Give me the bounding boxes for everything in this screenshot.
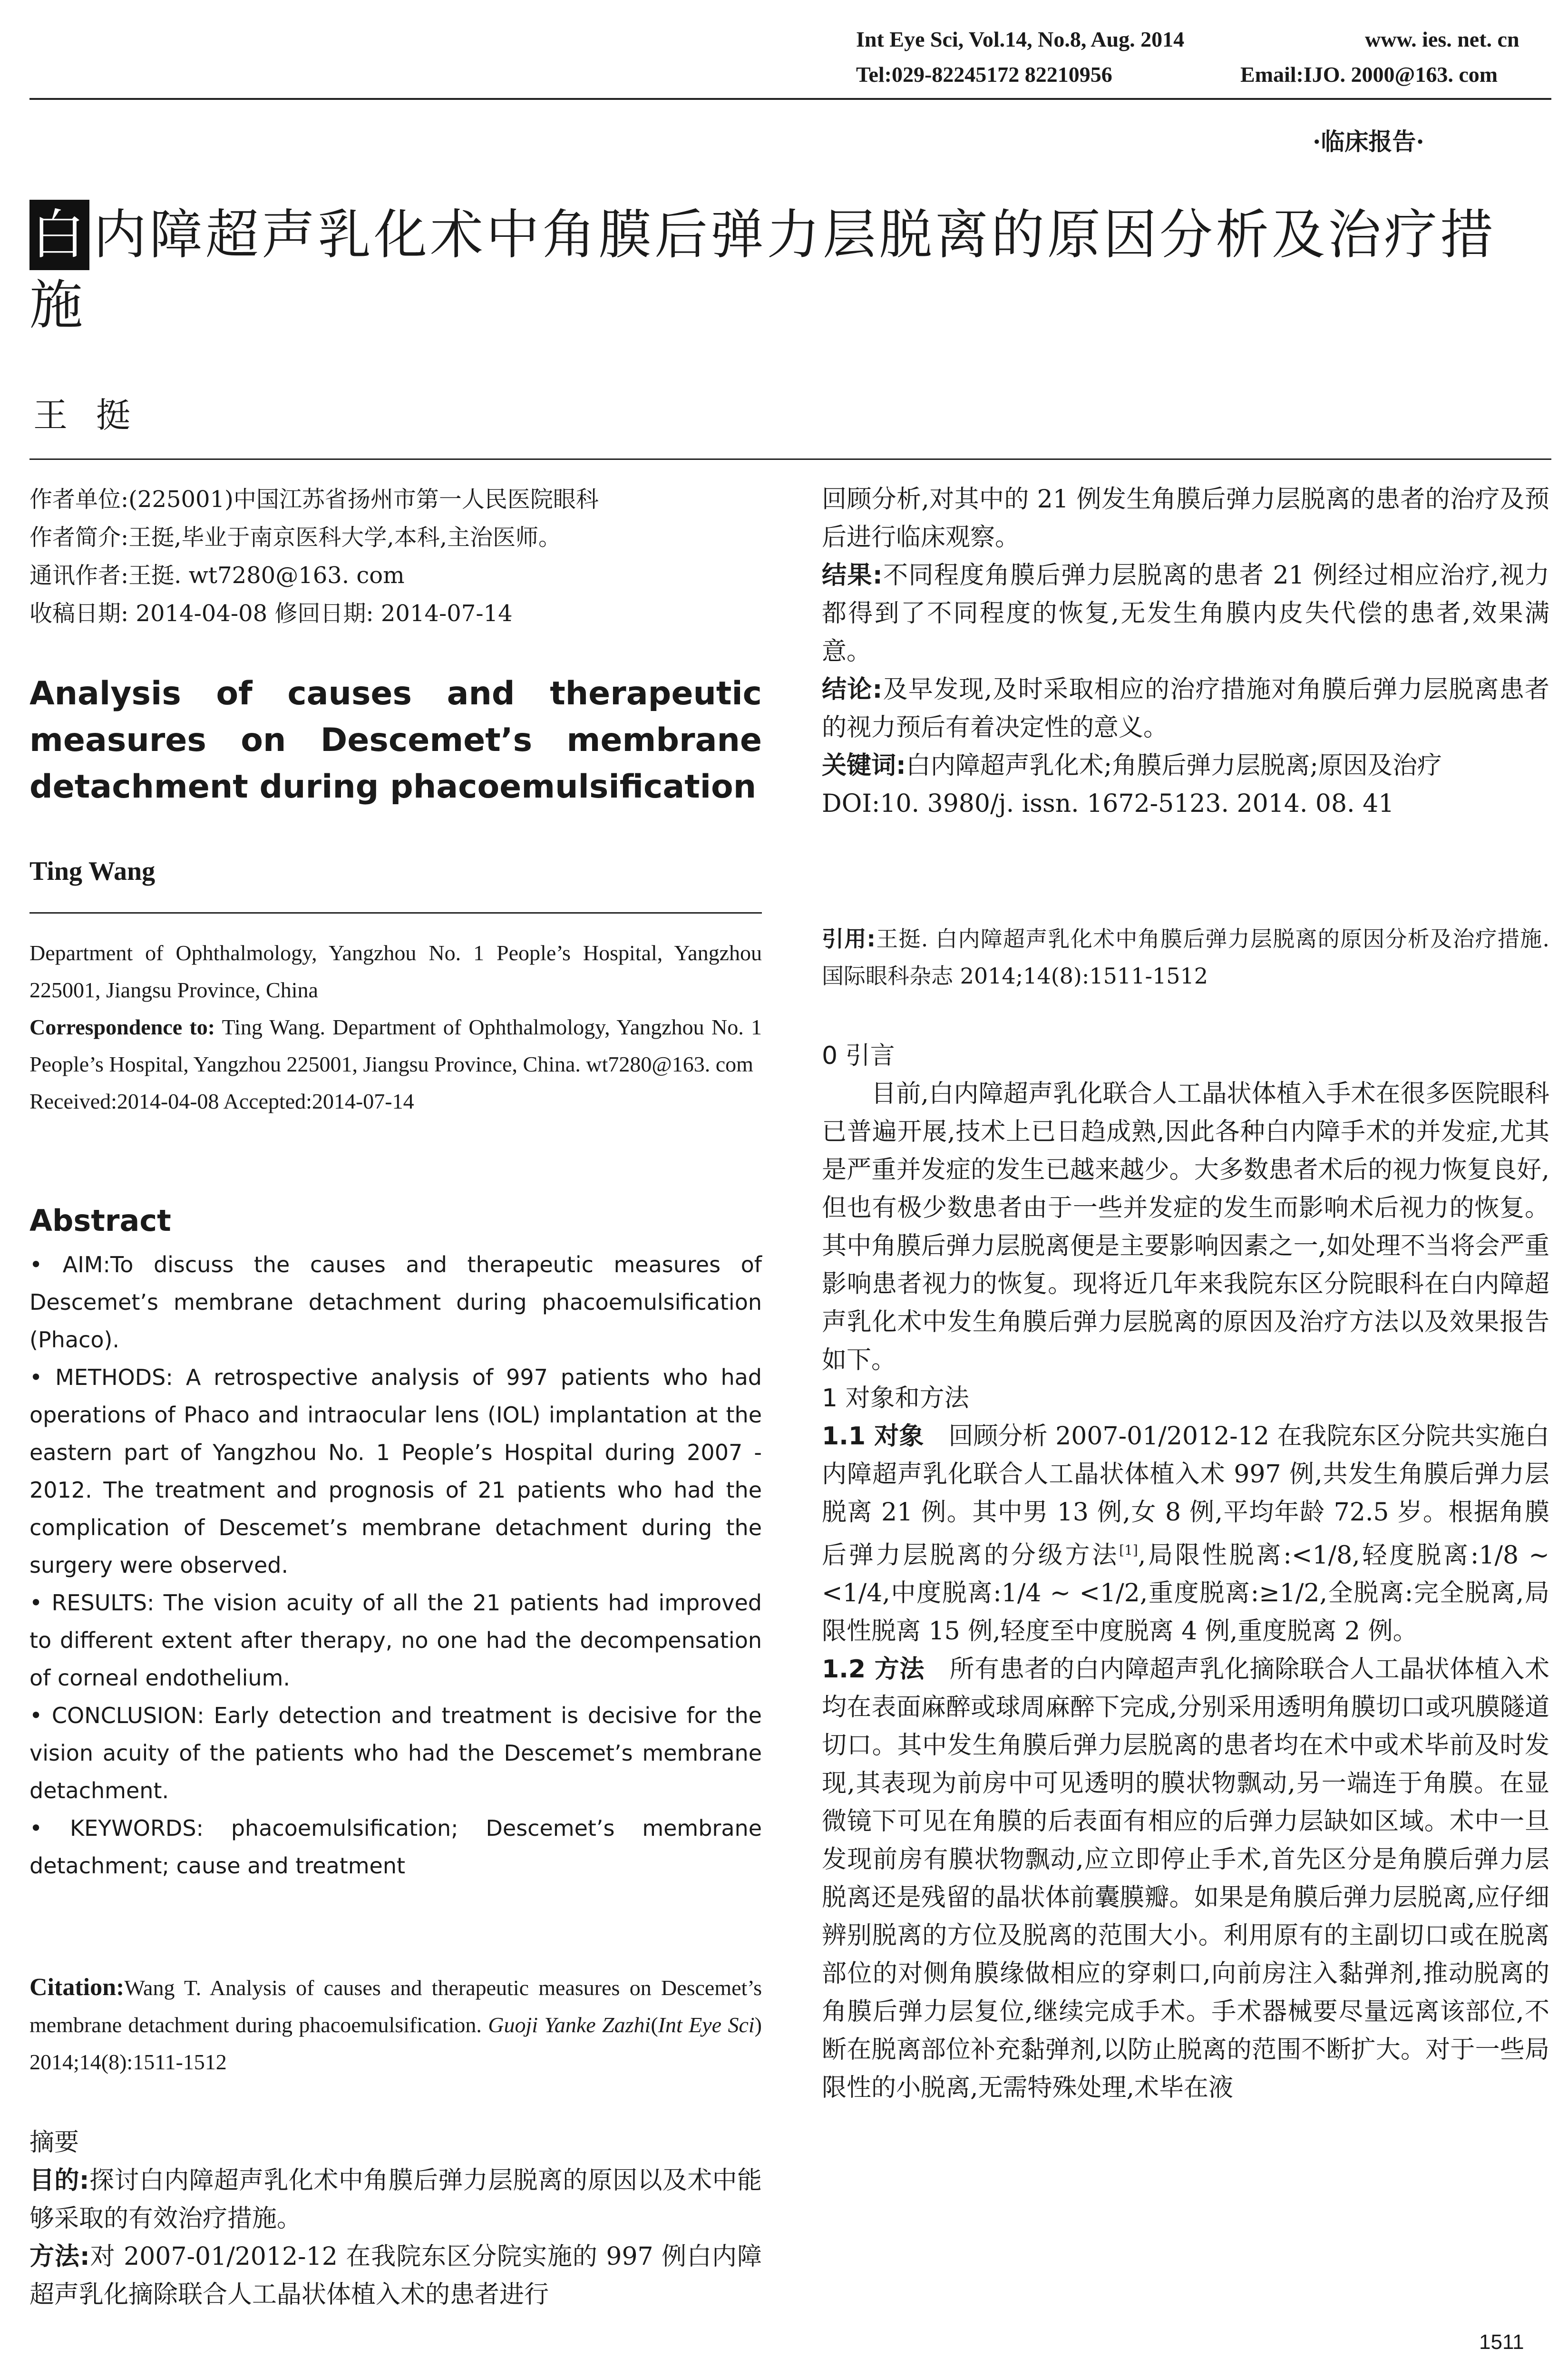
citation-zh-label: 引用:	[822, 926, 876, 952]
title-first-char: 白	[29, 200, 89, 270]
abstract-heading: Abstract	[29, 1203, 171, 1238]
author-zh: 王挺	[33, 395, 159, 435]
citation-text-b: 2014;14(8):1511-1512	[29, 2050, 227, 2074]
citation-journal: Guoji Yanke Zazhi	[488, 2013, 651, 2037]
aim-zh: 探讨白内障超声乳化术中角膜后弹力层脱离的原因以及术中能够采取的有效治疗措施。	[29, 2166, 762, 2233]
abstract-methods: • METHODS: A retrospective analysis of 997 patients who had operations of Phaco and intraocular lens (IOL) implantation at the eastern part of Yangzhou No. 1 People’s Hospital during 2007 - 2012. The treatment and prognosis of 21 patients who had the complication of Descemet’s membrane detachment during the surgery were observed.	[29, 1364, 762, 1578]
correspondence-text: Ting Wang. Department of Ophthalmology, Yangzhou No. 1 People’s Hospital, Yangzhou 225001, Jiangsu Province, China. wt7280@163. com	[29, 1015, 762, 1076]
conclusion-zh: 及早发现,及时采取相应的治疗措施对角膜后弹力层脱离患者的视力预后有着决定性的意义。	[822, 675, 1550, 742]
doi: DOI:10. 3980/j. issn. 1672-5123. 2014. 08. 41	[822, 789, 1394, 818]
reference-mark: [1]	[1119, 1542, 1138, 1558]
keywords-zh-label: 关键词:	[822, 751, 906, 780]
journal-website: www. ies. net. cn	[1365, 27, 1519, 51]
section12-label: 1.2 方法	[822, 1655, 925, 1684]
journal-email: Email:IJO. 2000@163. com	[1240, 62, 1498, 87]
methods-zh-a: 对 2007-01/2012-12 在我院东区分院实施的 997 例白内障超声乳化摘除联合人工晶状体植入术的患者进行	[29, 2242, 762, 2309]
citation-zh-text: 王挺. 白内障超声乳化术中角膜后弹力层脱离的原因分析及治疗措施. 国际眼科杂志 2014;14(8):1511-1512	[822, 926, 1549, 989]
intro-heading: 0 引言	[822, 1042, 895, 1070]
results-zh-label: 结果:	[822, 561, 883, 590]
title-en: Analysis of causes and therapeutic measures on Descemet’s membrane detachment during phacoemulsification	[29, 675, 762, 806]
abstract-en	[29, 1246, 762, 1885]
section11-text-b: ,局限性脱离:<1/8,轻度脱离:1/8 ~ <1/4,中度脱离:1/4 ~ <1/2,重度脱离:≥1/2,全脱离:完全脱离,局限性脱离 15 例,轻度至中度脱离 4 例,重度脱离 2 例。	[822, 1541, 1549, 1646]
citation-journal2: Int Eye Sci	[658, 2013, 755, 2037]
title-zh	[29, 200, 1551, 341]
section11-label: 1.1 对象	[822, 1422, 924, 1451]
section-tag: ·临床报告·	[1313, 127, 1424, 156]
citation-paren-a: (	[651, 2013, 658, 2037]
author-info	[29, 480, 757, 633]
methods-zh-label: 方法:	[29, 2242, 90, 2271]
body-text	[822, 1037, 1549, 2107]
header-rule	[29, 98, 1551, 100]
section1-heading: 1 对象和方法	[822, 1384, 969, 1413]
affiliation-en	[29, 935, 762, 1120]
abstract-zh-right	[822, 480, 1549, 823]
journal-line: Int Eye Sci, Vol.14, No.8, Aug. 2014	[856, 27, 1185, 51]
citation-text-a: Wang T. Analysis of causes and therapeutic measures on Descemet’s membrane detachment during phacoemulsification.	[29, 1976, 762, 2037]
author-profile: 作者简介:王挺,毕业于南京医科大学,本科,主治医师。	[29, 524, 561, 551]
abstract-aim: • AIM:To discuss the causes and therapeutic measures of Descemet’s membrane detachment during phacoemulsification (Phaco).	[29, 1252, 762, 1353]
correspondence-label: Correspondence to:	[29, 1015, 215, 1039]
methods-zh-b: 回顾分析,对其中的 21 例发生角膜后弹力层脱离的患者的治疗及预后进行临床观察。	[822, 485, 1549, 552]
title-en-block	[29, 671, 762, 810]
abstract-zh-left	[29, 2124, 762, 2314]
results-zh: 不同程度角膜后弹力层脱离的患者 21 例经过相应治疗,视力都得到了不同程度的恢复,无发生角膜内皮失代偿的患者,效果满意。	[822, 561, 1549, 666]
journal-tel: Tel:029-82245172 82210956	[856, 62, 1112, 87]
citation-zh	[822, 920, 1549, 994]
author-affiliation: 作者单位:(225001)中国江苏省扬州市第一人民医院眼科	[29, 486, 599, 513]
citation-en	[29, 1969, 762, 2081]
citation-paren-b: )	[754, 2013, 762, 2037]
citation-label: Citation:	[29, 1974, 125, 2001]
top-rule	[29, 458, 1551, 460]
department-en: Department of Ophthalmology, Yangzhou No. 1 People’s Hospital, Yangzhou 225001, Jiangsu Province, China	[29, 941, 762, 1002]
intro-paragraph: 目前,白内障超声乳化联合人工晶状体植入手术在很多医院眼科已普遍开展,技术上已日趋成熟,因此各种白内障手术的并发症,尤其是严重并发症的发生已越来越少。大多数患者术后的视力恢复良好,但也有极少数患者由于一些并发症的发生而影响术后视力的恢复。其中角膜后弹力层脱离便是主要影响因素之一,如处理不当将会严重影响患者视力的恢复。现将近几年来我院东区分院眼科在白内障超声乳化术中发生角膜后弹力层脱离的原因及治疗方法以及效果报告如下。	[822, 1080, 1549, 1374]
abstract-conclusion: • CONCLUSION: Early detection and treatment is decisive for the vision acuity of the patients who had the Descemet’s membrane detachment.	[29, 1703, 762, 1803]
section12-text: 所有患者的白内障超声乳化摘除联合人工晶状体植入术均在表面麻醉或球周麻醉下完成,分别采用透明角膜切口或巩膜隧道切口。其中发生角膜后弹力层脱离的患者均在术中或术毕前及时发现,其表现为前房中可见透明的膜状物飘动,另一端连于角膜。在显微镜下可见在角膜的后表面有相应的后弹力层缺如区域。术中一旦发现前房有膜状物飘动,应立即停止手术,首先区分是角膜后弹力层脱离还是残留的晶状体前囊膜瓣。如果是角膜后弹力层脱离,应仔细辨别脱离的方位及脱离的范围大小。利用原有的主副切口或在脱离部位的对侧角膜缘做相应的穿刺口,向前房注入黏弹剂,推动脱离的角膜后弹力层复位,继续完成手术。手术器械要尽量远离该部位,不断在脱离部位补充黏弹剂,以防止脱离的范围不断扩大。对于一些局限性的小脱离,无需特殊处理,术毕在液	[822, 1655, 1549, 2103]
correspondence-en	[29, 1009, 762, 1083]
keywords-zh: 白内障超声乳化术;角膜后弹力层脱离;原因及治疗	[906, 751, 1442, 780]
received-dates: 收稿日期: 2014-04-08 修回日期: 2014-07-14	[29, 600, 513, 627]
author-en: Ting Wang	[29, 857, 156, 886]
section11-text-a: 回顾分析 2007-01/2012-12 在我院东区分院共实施白内障超声乳化联合人工晶状体植入术 997 例,共发生角膜后弹力层脱离 21 例。其中男 13 例,女 8 例,平均年龄 72.5 岁。根据角膜后弹力层脱离的分级方法	[822, 1422, 1549, 1570]
abstract-zh-heading: 摘要	[29, 2128, 79, 2157]
abstract-keywords: • KEYWORDS: phacoemulsification; Descemet’s membrane detachment; cause and treatment	[29, 1815, 762, 1879]
affiliation-rule	[29, 912, 762, 914]
aim-zh-label: 目的:	[29, 2166, 89, 2195]
dates-en: Received:2014-04-08 Accepted:2014-07-14	[29, 1089, 414, 1113]
abstract-results: • RESULTS: The vision acuity of all the 21 patients had improved to different extent after therapy, no one had the decompensation of corneal endothelium.	[29, 1590, 762, 1691]
page-number: 1511	[1479, 2330, 1524, 2354]
corresponding-author: 通讯作者:王挺. wt7280@163. com	[29, 562, 405, 589]
title-zh-rest: 内障超声乳化术中角膜后弹力层脱离的原因分析及治疗措施	[29, 204, 1496, 336]
conclusion-zh-label: 结论:	[822, 675, 883, 704]
